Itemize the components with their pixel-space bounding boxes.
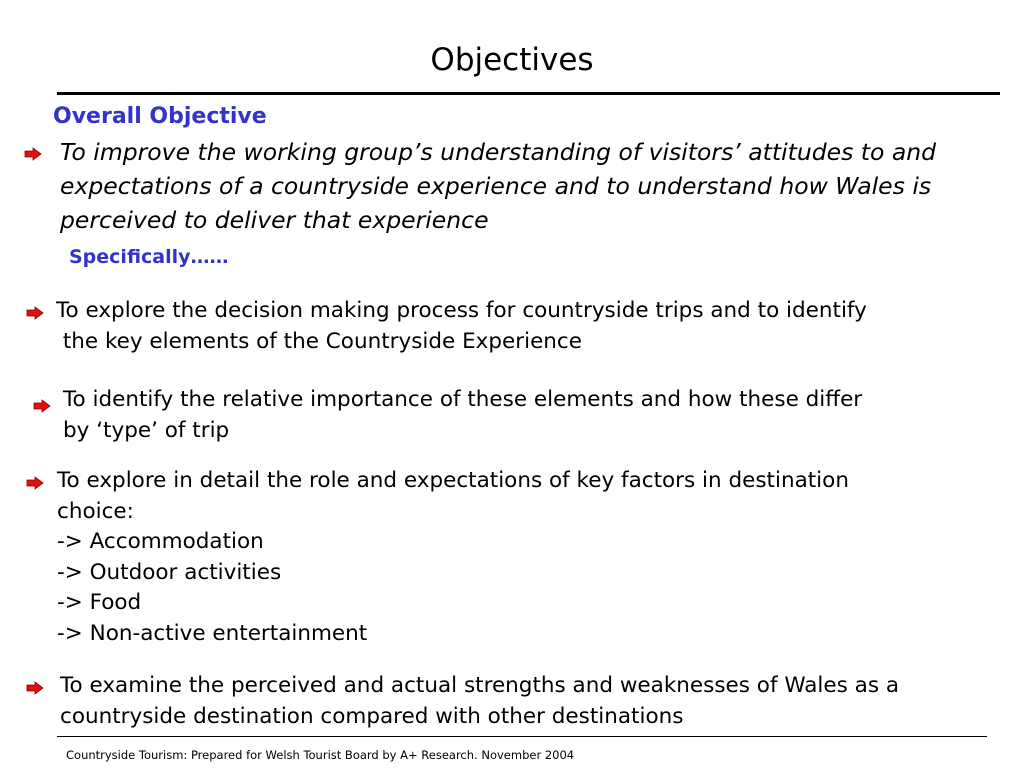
objective-item	[57, 466, 849, 649]
slide-title: Objectives	[430, 42, 594, 78]
text-line: To identify the relative importance of these elements and how these differ	[63, 387, 863, 412]
text-line: -> Outdoor activities	[57, 559, 282, 585]
objective-item	[63, 385, 862, 446]
overall-objective-heading: Overall Objective	[53, 104, 267, 129]
red-arrow-icon	[26, 681, 44, 695]
text-line: the key elements of the Countryside Experience	[56, 328, 582, 354]
red-arrow-icon	[33, 399, 51, 413]
text-line: -> Non-active entertainment	[57, 620, 368, 646]
text-line: To explore the decision making process for countryside trips and to identify	[56, 298, 867, 323]
text-line: expectations of a countryside experience and to understand how Wales is	[60, 172, 932, 200]
red-arrow-icon	[26, 476, 44, 490]
text-line: choice:	[57, 498, 134, 524]
text-line: countryside destination compared with other destinations	[60, 703, 684, 729]
text-line: To examine the perceived and actual strengths and weaknesses of Wales as a	[60, 673, 900, 698]
footer-divider	[57, 736, 987, 737]
objective-item	[60, 671, 899, 732]
title-divider	[57, 92, 1000, 95]
text-line: To improve the working group’s understanding of visitors’ attitudes to and	[60, 138, 937, 166]
text-line: perceived to deliver that experience	[60, 206, 489, 234]
text-line: To explore in detail the role and expectations of key factors in destination	[57, 468, 849, 493]
specifically-heading: Specifically……	[69, 246, 229, 268]
text-line: -> Accommodation	[57, 529, 264, 554]
red-arrow-icon	[26, 306, 44, 320]
text-line: -> Food	[57, 590, 142, 615]
red-arrow-icon	[24, 147, 42, 161]
overall-objective-text	[60, 135, 936, 237]
text-line: by ‘type’ of trip	[63, 417, 230, 443]
objective-item	[56, 296, 867, 357]
footer-text: Countryside Tourism: Prepared for Welsh Tourist Board by A+ Research. November 2004	[66, 748, 575, 762]
